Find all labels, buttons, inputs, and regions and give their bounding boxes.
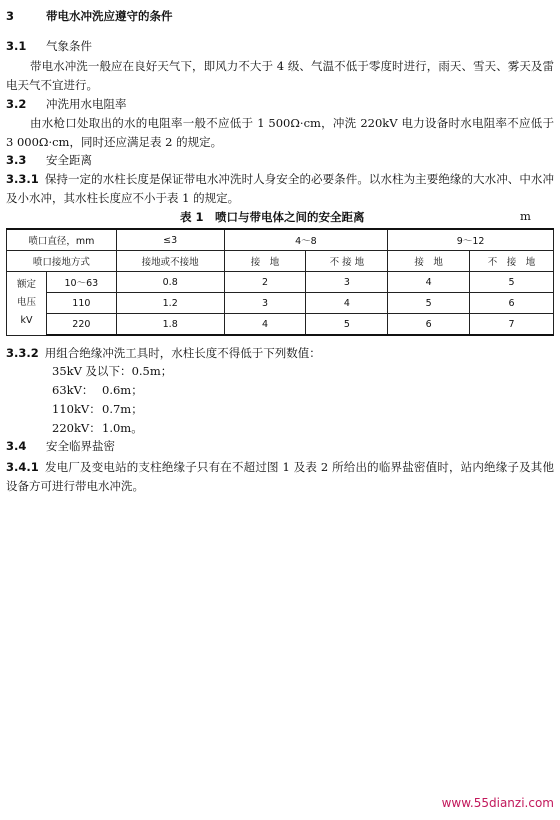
table-cell: 5: [470, 272, 554, 293]
water-column-length-list: [52, 362, 172, 438]
header-grounded-2: 接 地: [388, 251, 470, 272]
table-cell: 3: [306, 272, 388, 293]
table-cell: 4: [388, 272, 470, 293]
table-cell: 220: [46, 314, 116, 336]
table-header-row: [7, 229, 554, 251]
table-row: [7, 272, 554, 293]
section-3-1-heading: 3.1 气象条件: [6, 39, 92, 53]
table-cell: 1.8: [116, 314, 224, 336]
table-1: [6, 228, 554, 336]
header-diameter-1: ≤3: [116, 229, 224, 251]
section-3-heading: 3 带电水冲洗应遵守的条件: [6, 9, 173, 23]
header-grounding-mode: 喷口接地方式: [7, 251, 117, 272]
table-cell: 6: [470, 293, 554, 314]
section-3-2-heading: 3.2 冲洗用水电阻率: [6, 97, 127, 111]
table-cell: 110: [46, 293, 116, 314]
table-subheader-row: [7, 251, 554, 272]
row-label-rated-voltage: 额定 电压 kV: [7, 272, 47, 336]
list-item: 110kV：0.7m；: [52, 402, 143, 416]
header-grounded-1: 接 地: [224, 251, 306, 272]
table-cell: 1.2: [116, 293, 224, 314]
list-item: 63kV： 0.6m；: [52, 383, 143, 397]
header-ground-either: 接地或不接地: [116, 251, 224, 272]
site-watermark: www.55dianzi.com: [441, 796, 554, 810]
header-ungrounded-1: 不 接 地: [306, 251, 388, 272]
header-diameter-3: 9～12: [388, 229, 554, 251]
list-item: 35kV 及以下：0.5m；: [52, 364, 173, 378]
table-cell: 6: [388, 314, 470, 336]
table-cell: 2: [224, 272, 306, 293]
table-cell: 4: [306, 293, 388, 314]
table-cell: 0.8: [116, 272, 224, 293]
section-3-2-text: 由水枪口处取出的水的电阻率一般不应低于 1 500Ω·cm，冲洗 220kV 电力设备时水电阻率不应低于 3 000Ω·cm，同时还应满足表 2 的规定。: [6, 116, 554, 149]
table-cell: 7: [470, 314, 554, 336]
section-3-3-1-text: 3.3.1 保持一定的水柱长度是保证带电水冲洗时人身安全的必要条件。以水柱为主要绝缘的大水冲、中水冲及小水冲，其水柱长度应不小于表 1 的规定。: [6, 172, 554, 205]
header-nozzle-diameter: 喷口直径，mm: [7, 229, 117, 251]
list-item: 220kV：1.0m。: [52, 421, 143, 435]
header-ungrounded-2: 不 接 地: [470, 251, 554, 272]
section-3-4-1-text: 3.4.1 发电厂及变电站的支柱绝缘子只有在不超过图 1 及表 2 所给出的临界盐密值时，站内绝缘子及其他设备方可进行带电水冲洗。: [6, 460, 554, 493]
table-row: [7, 293, 554, 314]
section-3-3-2-text: 3.3.2 用组合绝缘冲洗工具时，水柱长度不得低于下列数值：: [6, 346, 321, 360]
table-row: [7, 314, 554, 336]
section-3-1-text: 带电水冲洗一般应在良好天气下，即风力不大于 4 级、气温不低于零度时进行，雨天、雪天、雾天及雷电天气不宜进行。: [6, 59, 554, 92]
table-cell: 3: [224, 293, 306, 314]
section-3-3-heading: 3.3 安全距离: [6, 153, 92, 167]
section-3-4-heading: 3.4 安全临界盐密: [6, 439, 115, 453]
header-diameter-2: 4～8: [224, 229, 388, 251]
table-cell: 4: [224, 314, 306, 336]
table-cell: 5: [306, 314, 388, 336]
table-cell: 5: [388, 293, 470, 314]
document-page: 3 带电水冲洗应遵守的条件 3.1 气象条件 带电水冲洗一般应在良好天气下，即风力不大于 4 级、气温不低于零度时进行，雨天、雪天、雾天及雷电天气不宜进行。 3.2 冲洗用水电阻率 由水枪口处取出的水的电阻率一般不应低于 1 500Ω·cm，冲洗 220kV 电力设备时水电阻率不应低于 3 000Ω·cm，同时还应满足表 2 的规定。 3.3 安全距离 3.3.1 保持一定的水柱长度是保证带电水冲洗时人身安全的必要条件。以水柱为主要绝缘的大水冲、中水冲及小水冲，其水柱长度应不小于表 1 的规定。 表 1 喷口与带电体之间的安全距离 m 喷口直径，mm ≤3 4～8 9～12 喷口接地方式 接地或不接地 接 地 不 接 地 接 地 不 接 地 额定 电压 kV 10～63 0.8 2 3 4 5 110 1.2 3 4 5 6 220 1.8 4 5 6 7 3.3.2 用组合绝缘冲洗工具时，水柱长度不得低于下列数值： 35kV 及以下：0.5m； 63kV： 0.6m； 110kV：0.7m； 220kV：1.0m。 3.4 安全临界盐密 3.4.1 发电厂及变电站的支柱绝缘子只有在不超过图 1 及表 2 所给出的临界盐密值时，站内绝缘子及其他设备方可进行带电水冲洗。 www.55dianzi.com: [6, 9, 554, 810]
table-cell: 10～63: [46, 272, 116, 293]
